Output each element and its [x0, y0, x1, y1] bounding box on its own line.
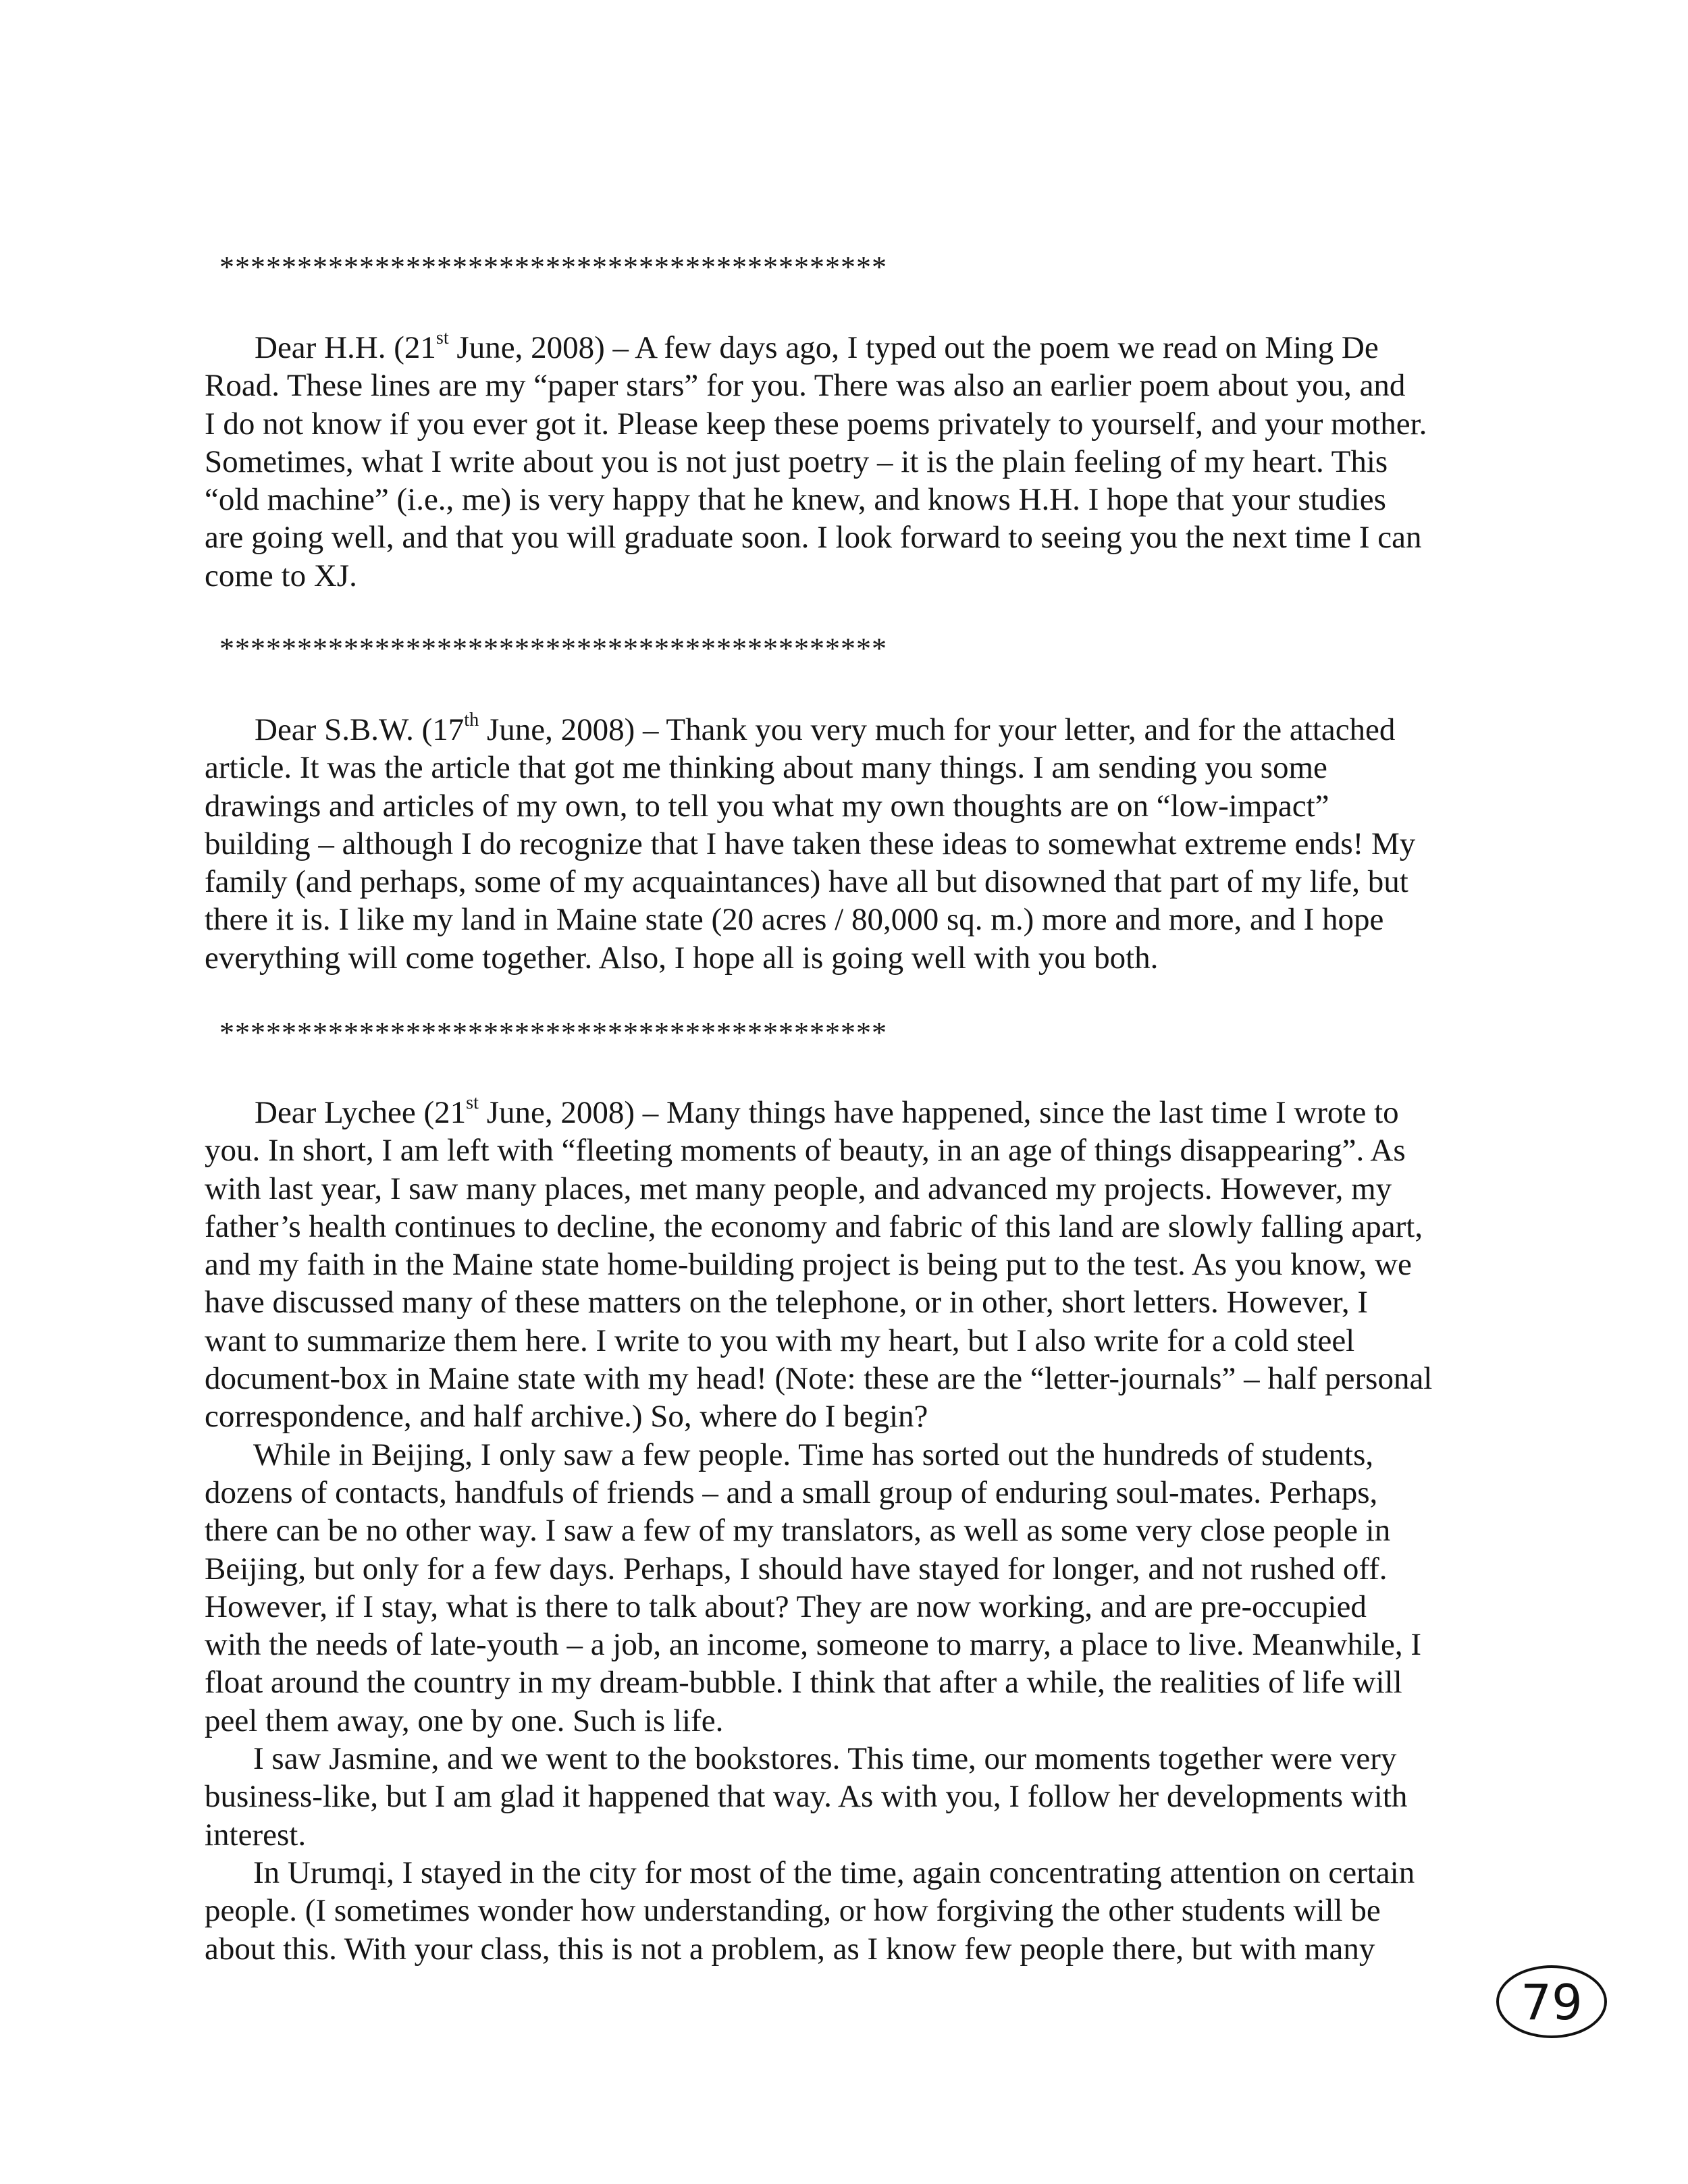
separator-3: ******************************************* [219, 1016, 887, 1049]
text-line: come to XJ. [205, 558, 357, 593]
text-line: float around the country in my dream-bubble. I think that after a while, the realities of life will [205, 1665, 1402, 1701]
text-line: “old machine” (i.e., me) is very happy that he knew, and knows H.H. I hope that your studies [205, 482, 1386, 518]
separator-1: ******************************************* [219, 250, 887, 284]
text-line: dozens of contacts, handfuls of friends – and a small group of enduring soul-mates. Perhaps, [205, 1474, 1378, 1510]
text-line: everything will come together. Also, I hope all is going well with you both. [205, 940, 1159, 976]
separator-2: ******************************************* [219, 632, 887, 665]
handwritten-page-number [1494, 1960, 1612, 2044]
letter-hh-body [205, 329, 1504, 595]
text-line: Dear H.H. (21st June, 2008) – A few days ago, I typed out the poem we read on Ming De [255, 327, 1379, 365]
paragraph-urumqi [205, 1854, 1504, 1968]
text-line: with last year, I saw many places, met many people, and advanced my projects. However, my [205, 1171, 1392, 1206]
text-line: you. In short, I am left with “fleeting moments of beauty, in an age of things disappearing”. As [205, 1133, 1406, 1169]
text-line: Road. These lines are my “paper stars” for you. There was also an earlier poem about you, and [205, 368, 1406, 404]
text-line: However, if I stay, what is there to talk about? They are now working, and are pre-occupied [205, 1589, 1367, 1624]
text-line: I do not know if you ever got it. Please keep these poems privately to yourself, and your mother. [205, 406, 1427, 442]
text-line: correspondence, and half archive.) So, where do I begin? [205, 1399, 928, 1435]
text-line: drawings and articles of my own, to tell you what my own thoughts are on “low-impact” [205, 788, 1329, 824]
text-line: While in Beijing, I only saw a few people. Time has sorted out the hundreds of students, [253, 1437, 1374, 1472]
text-line: Dear Lychee (21st June, 2008) – Many things have happened, since the last time I wrote to [255, 1092, 1399, 1130]
text-line: business-like, but I am glad it happened that way. As with you, I follow her developments with [205, 1779, 1408, 1815]
text-line: with the needs of late-youth – a job, an income, someone to marry, a place to live. Meanwhile, I [205, 1627, 1421, 1663]
text-line: there can be no other way. I saw a few of my translators, as well as some very close people in [205, 1513, 1391, 1549]
letter-lychee-intro [205, 1094, 1504, 1436]
text-line: there it is. I like my land in Maine state (20 acres / 80,000 sq. m.) more and more, and I hope [205, 902, 1384, 938]
text-line: Beijing, but only for a few days. Perhaps, I should have stayed for longer, and not rushed off. [205, 1551, 1388, 1587]
paragraph-beijing [205, 1436, 1504, 1740]
text-line: and my faith in the Maine state home-building project is being put to the test. As you know, we [205, 1247, 1412, 1283]
text-line: family (and perhaps, some of my acquaintances) have all but disowned that part of my life, but [205, 864, 1408, 900]
text-line: I saw Jasmine, and we went to the bookstores. This time, our moments together were very [253, 1741, 1397, 1777]
text-line: building – although I do recognize that I have taken these ideas to somewhat extreme ends! My [205, 826, 1416, 861]
text-line: document-box in Maine state with my head! (Note: these are the “letter-journals” – half personal [205, 1361, 1433, 1397]
text-line: want to summarize them here. I write to you with my heart, but I also write for a cold steel [205, 1323, 1355, 1358]
text-line: have discussed many of these matters on the telephone, or in other, short letters. However, I [205, 1285, 1368, 1321]
text-line: are going well, and that you will graduate soon. I look forward to seeing you the next time I can [205, 520, 1422, 556]
text-line: interest. [205, 1817, 307, 1853]
text-line: article. It was the article that got me thinking about many things. I am sending you some [205, 750, 1327, 786]
text-line: peel them away, one by one. Such is life. [205, 1703, 724, 1738]
text-line: In Urumqi, I stayed in the city for most of the time, again concentrating attention on certain [253, 1855, 1415, 1890]
text-line: people. (I sometimes wonder how understanding, or how forgiving the other students will be [205, 1893, 1381, 1929]
letter-hh [205, 329, 1504, 595]
text-line: about this. With your class, this is not a problem, as I know few people there, but with many [205, 1931, 1375, 1967]
letter-lychee [205, 1094, 1504, 1968]
paragraph-jasmine [205, 1740, 1504, 1854]
letter-sbw-body [205, 711, 1504, 977]
text-line: Dear S.B.W. (17th June, 2008) – Thank you very much for your letter, and for the attached [255, 710, 1396, 747]
text-line: Sometimes, what I write about you is not just poetry – it is the plain feeling of my heart. This [205, 444, 1388, 479]
page-number-text: 79 [1521, 1974, 1583, 2031]
letter-sbw [205, 711, 1504, 977]
text-line: father’s health continues to decline, the economy and fabric of this land are slowly falling apart, [205, 1208, 1423, 1244]
